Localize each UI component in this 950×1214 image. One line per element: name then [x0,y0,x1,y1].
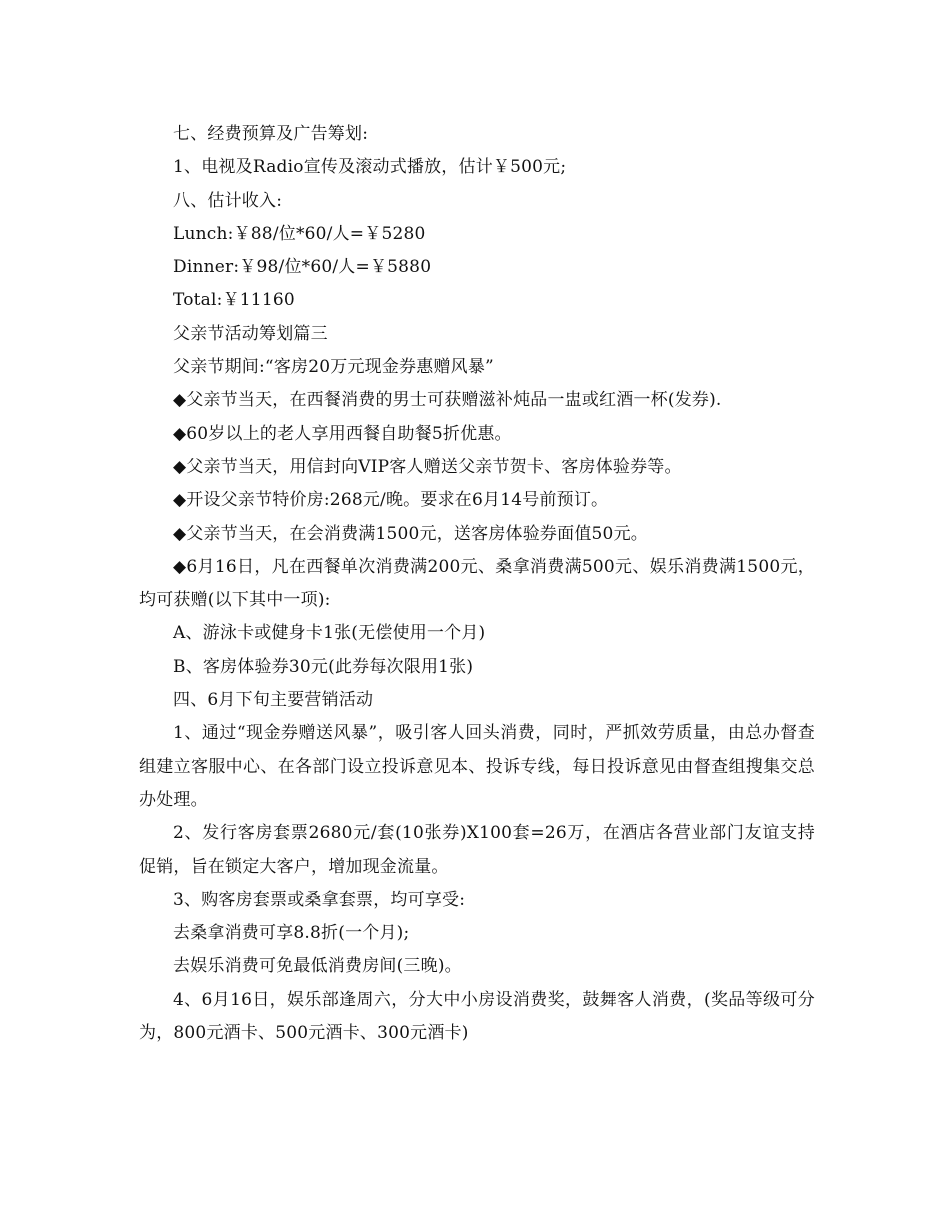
paragraph-entertainment-room: 去娱乐消费可免最低消费房间(三晚)。 [173,956,462,977]
section-heading-late-june: 四、6月下旬主要营销活动 [173,690,374,711]
paragraph-late-june-item-2: 2、发行客房套票2680元/套(10张券)X100套=26万，在酒店各营业部门友谊支持促销，旨在锁定大客户，增加现金流量。 [139,823,815,877]
bullet-item-special-room: ◆开设父亲节特价房:268元/晚。要求在6月14号前预订。 [173,490,609,511]
bullet-item-vip-card: ◆父亲节当天，用信封向VIP客人赠送父亲节贺卡、客房体验券等。 [173,456,682,477]
paragraph-late-june-item-4: 4、6月16日，娱乐部逢周六，分大中小房设消费奖，鼓舞客人消费，(奖品等级可分为，800元酒卡、500元酒卡、300元酒卡) [139,989,815,1044]
bullet-item-spend-voucher: ◆父亲节当天，在会消费满1500元，送客房体验券面值50元。 [173,523,648,544]
paragraph-budget-item-1: 1、电视及Radio宣传及滚动式播放，估计￥500元; [173,157,567,178]
section-heading-budget: 七、经费预算及广告筹划: [173,124,369,144]
paragraph-income-lunch: Lunch:￥88/位*60/人=￥5280 [173,223,426,244]
section-heading-income: 八、估计收入: [173,190,283,211]
option-item-b: B、客房体验券30元(此券每次限用1张) [173,656,474,677]
paragraph-late-june-item-3: 3、购客房套票或桑拿套票，均可享受: [173,889,466,910]
bullet-item-june-16-offer: ◆6月16日，凡在西餐单次消费满200元、桑拿消费满500元、娱乐消费满1500元，均可获赠(以下其中一项): [139,556,815,611]
bullet-item-western-dining: ◆父亲节当天，在西餐消费的男士可获赠滋补炖品一盅或红酒一杯(发券). [173,390,722,411]
paragraph-income-total: Total:￥11160 [173,290,295,311]
paragraph-income-dinner: Dinner:￥98/位*60/人=￥5880 [173,257,432,278]
paragraph-late-june-item-1: 1、通过“现金券赠送风暴”，吸引客人回头消费，同时，严抓效劳质量，由总办督查组建立客服中心、在各部门设立投诉意见本、投诉专线，每日投诉意见由督查组搜集交总办处理。 [139,723,815,810]
bullet-item-senior-discount: ◆60岁以上的老人享用西餐自助餐5折优惠。 [173,423,512,444]
paragraph-promo-title: 父亲节期间:“客房20万元现金券惠赠风暴” [173,357,494,378]
document-body [139,118,815,1050]
paragraph-sauna-discount: 去桑拿消费可享8.8折(一个月); [173,923,410,944]
option-item-a: A、游泳卡或健身卡1张(无偿使用一个月) [173,623,486,644]
section-heading-part-three: 父亲节活动筹划篇三 [173,323,328,344]
